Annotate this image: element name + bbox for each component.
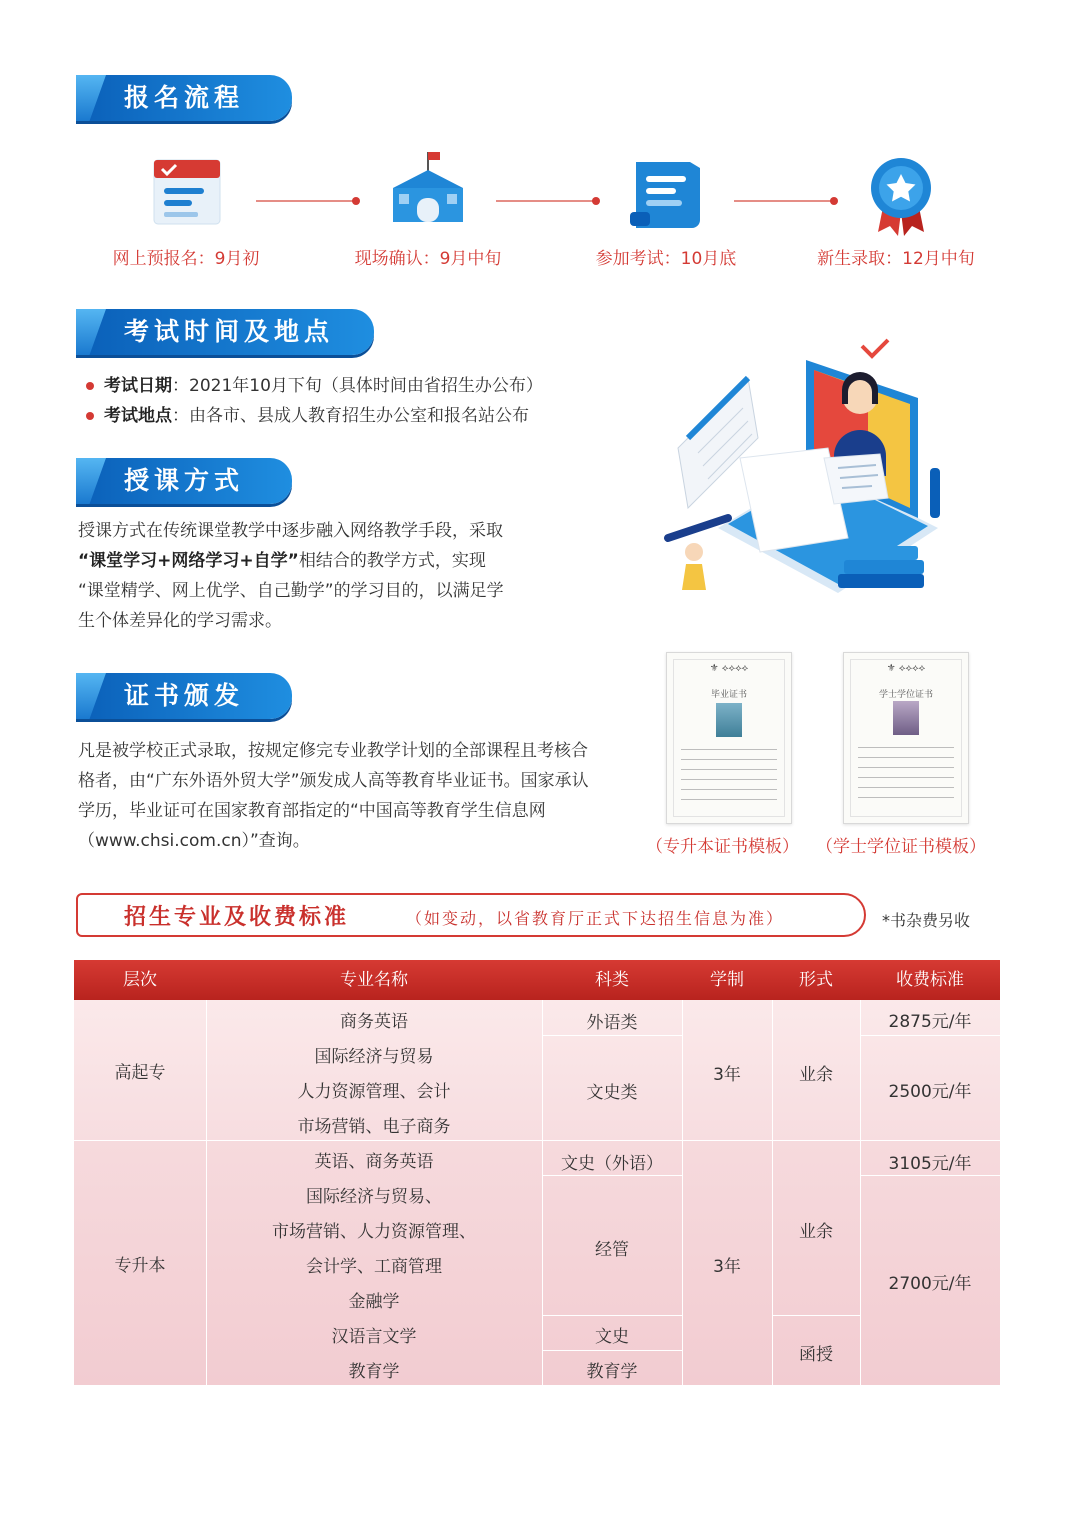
col-level: 层次 (123, 970, 157, 990)
fees-note: （如变动，以省教育厅正式下达招生信息为准） (406, 909, 785, 928)
certificate-paragraph: 凡是被学校正式录取，按规定修完专业教学计划的全部课程且考核合格者，由“广东外语外贸大学”颁发成人高等教育毕业证书。国家承认学历，毕业证可在国家教育部指定的“中国高等教育学生信息网（www.chsi.com.cn）”查询。 (78, 741, 589, 851)
teaching-line-1: 授课方式在传统课堂教学中逐步融入网络教学手段，采取 (78, 521, 503, 541)
teaching-line-3: “课堂精学、网上优学、自己勤学”的学习目的，以满足学 (78, 581, 504, 601)
certificate-title: 毕业证书 (710, 690, 747, 700)
category-cell: 外语类 (586, 1013, 638, 1033)
form-cell: 业余 (799, 1222, 833, 1242)
university-seal-text: ⚜ ⟡⟡⟡⟡ (886, 663, 926, 674)
major-cell: 市场营销、电子商务 (297, 1117, 451, 1137)
col-major: 专业名称 (340, 970, 408, 990)
connector-line (734, 200, 834, 202)
certificate-photo (893, 701, 919, 735)
step-label: 现场确认：9月中旬 (354, 249, 502, 269)
fee-cell: 3105元/年 (888, 1154, 972, 1174)
major-cell: 国际经济与贸易、 (306, 1187, 442, 1207)
table-grid-line (682, 1000, 683, 1385)
university-seal-text: ⚜ ⟡⟡⟡⟡ (709, 663, 749, 674)
fee-cell: 2700元/年 (888, 1274, 972, 1294)
major-cell: 金融学 (348, 1292, 400, 1312)
table-grid-line (542, 1315, 682, 1316)
major-cell: 国际经济与贸易 (314, 1047, 434, 1067)
certificate-text-lines (858, 747, 954, 807)
exam-place-value: ：由各市、县成人教育招生办公室和报名站公布 (172, 406, 529, 426)
major-cell: 人力资源管理、会计 (297, 1082, 451, 1102)
fee-cell: 2875元/年 (888, 1012, 972, 1032)
certificate-title: 学士学位证书 (878, 690, 933, 700)
section-header-process: 报名流程 (76, 75, 292, 121)
cert1-caption: （专升本证书模板） (646, 837, 799, 857)
table-grid-line (542, 1035, 682, 1036)
certificate-photo (716, 703, 742, 737)
table-grid-line (74, 1140, 1000, 1141)
exam-date-line (86, 371, 543, 396)
table-grid-line (772, 1315, 860, 1316)
connector-line (256, 200, 356, 202)
level-cell: 高起专 (114, 1063, 166, 1083)
form-check-icon (152, 156, 224, 228)
fees-extra-note: *书杂费另收 (882, 911, 971, 930)
section-header-teaching: 授课方式 (76, 458, 292, 504)
graduation-certificate-template (666, 652, 792, 824)
col-form: 形式 (799, 970, 833, 990)
major-cell: 汉语言文学 (331, 1327, 417, 1347)
col-fee: 收费标准 (896, 970, 964, 990)
category-cell: 经管 (595, 1240, 629, 1260)
section-header-exam: 考试时间及地点 (76, 309, 374, 355)
fees-title: 招生专业及收费标准 (124, 905, 350, 930)
major-cell: 商务英语 (340, 1012, 408, 1032)
table-header (74, 960, 1000, 1000)
duration-cell: 3年 (713, 1065, 741, 1085)
table-grid-line (860, 1000, 861, 1385)
teaching-paragraph (78, 516, 590, 636)
step-label: 参加考试：10月底 (595, 249, 737, 269)
teaching-line-2 (78, 546, 590, 576)
category-cell: 文史 (595, 1327, 629, 1347)
cert2-caption: （学士学位证书模板） (816, 837, 986, 857)
school-building-icon (385, 150, 471, 226)
teaching-line-4: 生个体差异化的学习需求。 (78, 611, 282, 631)
major-cell: 市场营销、人力资源管理、 (272, 1222, 476, 1242)
table-grid-line (542, 1175, 682, 1176)
category-cell: 教育学 (586, 1362, 638, 1382)
form-cell: 业余 (799, 1065, 833, 1085)
form-cell: 函授 (799, 1345, 833, 1365)
major-cell: 英语、商务英语 (314, 1152, 434, 1172)
connector-line (496, 200, 596, 202)
online-learning-illustration (648, 338, 948, 638)
col-duration: 学制 (710, 970, 744, 990)
exam-paper-icon (626, 156, 706, 230)
step-label: 网上预报名：9月初 (112, 249, 260, 269)
section-header-certificate: 证书颁发 (76, 673, 292, 719)
table-grid-line (772, 1000, 773, 1385)
duration-cell: 3年 (713, 1257, 741, 1277)
fee-cell: 2500元/年 (888, 1082, 972, 1102)
category-cell: 文史（外语） (561, 1154, 663, 1174)
teaching-bold: “课堂学习+网络学习+自学” (78, 551, 299, 571)
exam-date-value: ：2021年10月下旬（具体时间由省招生办公布） (172, 376, 543, 396)
teaching-line-2-rest: 相结合的教学方式，实现 (298, 551, 486, 571)
table-grid-line (860, 1035, 1000, 1036)
certificate-text-lines (681, 749, 777, 809)
major-cell: 教育学 (348, 1362, 400, 1382)
star-medal-icon (866, 156, 936, 236)
category-cell: 文史类 (586, 1083, 638, 1103)
exam-place-line (86, 401, 529, 426)
exam-date-label: 考试日期 (104, 376, 172, 396)
table-grid-line (542, 1350, 682, 1351)
step-label: 新生录取：12月中旬 (817, 249, 975, 269)
bullet-dot (86, 412, 94, 420)
exam-place-label: 考试地点 (104, 406, 172, 426)
table-grid-line (860, 1175, 1000, 1176)
col-category: 科类 (595, 970, 629, 990)
degree-certificate-template (843, 652, 969, 824)
level-cell: 专升本 (114, 1256, 166, 1276)
bullet-dot (86, 382, 94, 390)
major-cell: 会计学、工商管理 (306, 1257, 442, 1277)
